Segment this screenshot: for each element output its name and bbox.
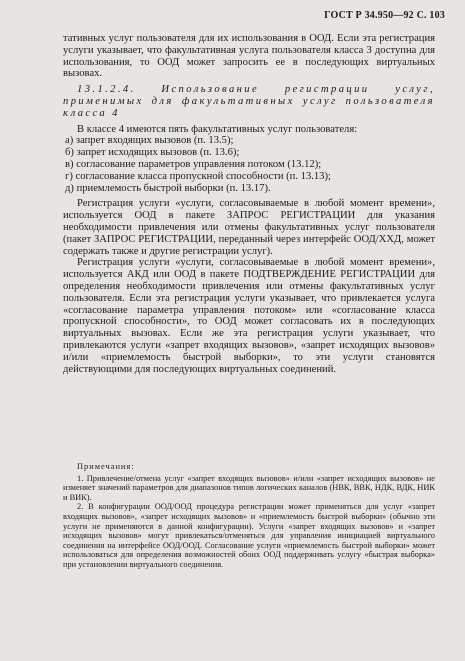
list-item: г) согласование класса пропускной способности (п. 13.13);	[65, 170, 331, 182]
list-item: а) запрет входящих вызовов (п. 13.5);	[65, 135, 234, 147]
paragraph-registration-confirmation: Регистрация услуги «услуги, согласовываемые в любой момент времени», используется АКД или ООД в пакете ПОДТВЕРЖДЕНИЕ РЕГИСТРАЦИИ для определения необходимости привлечения или отмены факультативных услуг пользователя. Если эта регистрация услуги указывает, что привлекается услуга «согласование параметра управления потоком» или «согласование класса пропускной способности», то ООД может согласовать их в последующих виртуальных вызовах. Если же эта регистрация услуги указывает, что привлекаются услуги «запрет входящих вызовов», «запрет исходящих вызовов» и/или «приемлемость быстрой выборки», то эти услуги становятся действующими для последующих виртуальных соединений.	[63, 257, 435, 375]
paragraph-class4-intro: В классе 4 имеются пять факультативных услуг пользователя:	[77, 123, 358, 135]
list-item: д) приемлемость быстрой выборки (п. 13.17).	[65, 182, 271, 194]
paragraph-continuation: тативных услуг пользователя для их использования в ООД. Если эта регистрация услуги указывает, что факультативная услуга пользователя класса 3 доступна для использования, то ООД может запросить ее в последующих виртуальных вызовах.	[63, 33, 435, 80]
services-list	[63, 135, 435, 194]
page-header: ГОСТ Р 34.950—92 С. 103	[324, 10, 445, 21]
note-2: 2. В конфигурации ООД/ООД процедура регистрации может применяться для услуг «запрет входящих вызовов», «запрет исходящих вызовов» и «приемлемость быстрой выборки» (обычно эти услуги не применяются в данной конфигурации). Услуги «запрет входящих вызовов» и «запрет исходящих вызовов» могут привлекаться/отменяться для управления инициацией виртуального соединения на интерфейсе ООД/ООД. Согласование услуги «приемлемость быстрой выборки» может использоваться для определения возможностей обоих ООД поддерживать услугу «быстрая выборка» при установлении виртуального соединения.	[63, 502, 435, 569]
section-heading: 13.1.2.4. Использование регистрации услуг, применимых для факультативных услуг пользователя класса 4	[63, 84, 435, 119]
note-1: 1. Привлечение/отмена услуг «запрет входящих вызовов» и/или «запрет исходящих вызовов» не изменяет значений параметров для диапазонов типов логических каналов (НВК, ВВК, НДК, ВДК, НИК и ВИК).	[63, 473, 435, 502]
main-text	[63, 33, 435, 375]
notes-section	[63, 462, 435, 570]
paragraph-registration-request: Регистрация услуги «услуги, согласовываемые в любой момент времени», используется ООД в пакете ЗАПРОС РЕГИСТРАЦИИ для указания необходимости привлечения или отмены факультативных услуг пользователя (пакет ЗАПРОС РЕГИСТРАЦИИ, переданный через интерфейс ООД/ХХД, может содержать также и другие регистрации услуг).	[63, 198, 435, 257]
notes-title: Примечания:	[77, 462, 135, 471]
list-item: в) согласование параметров управления потоком (13.12);	[65, 158, 322, 170]
list-item: б) запрет исходящих вызовов (п. 13.6);	[65, 147, 240, 159]
